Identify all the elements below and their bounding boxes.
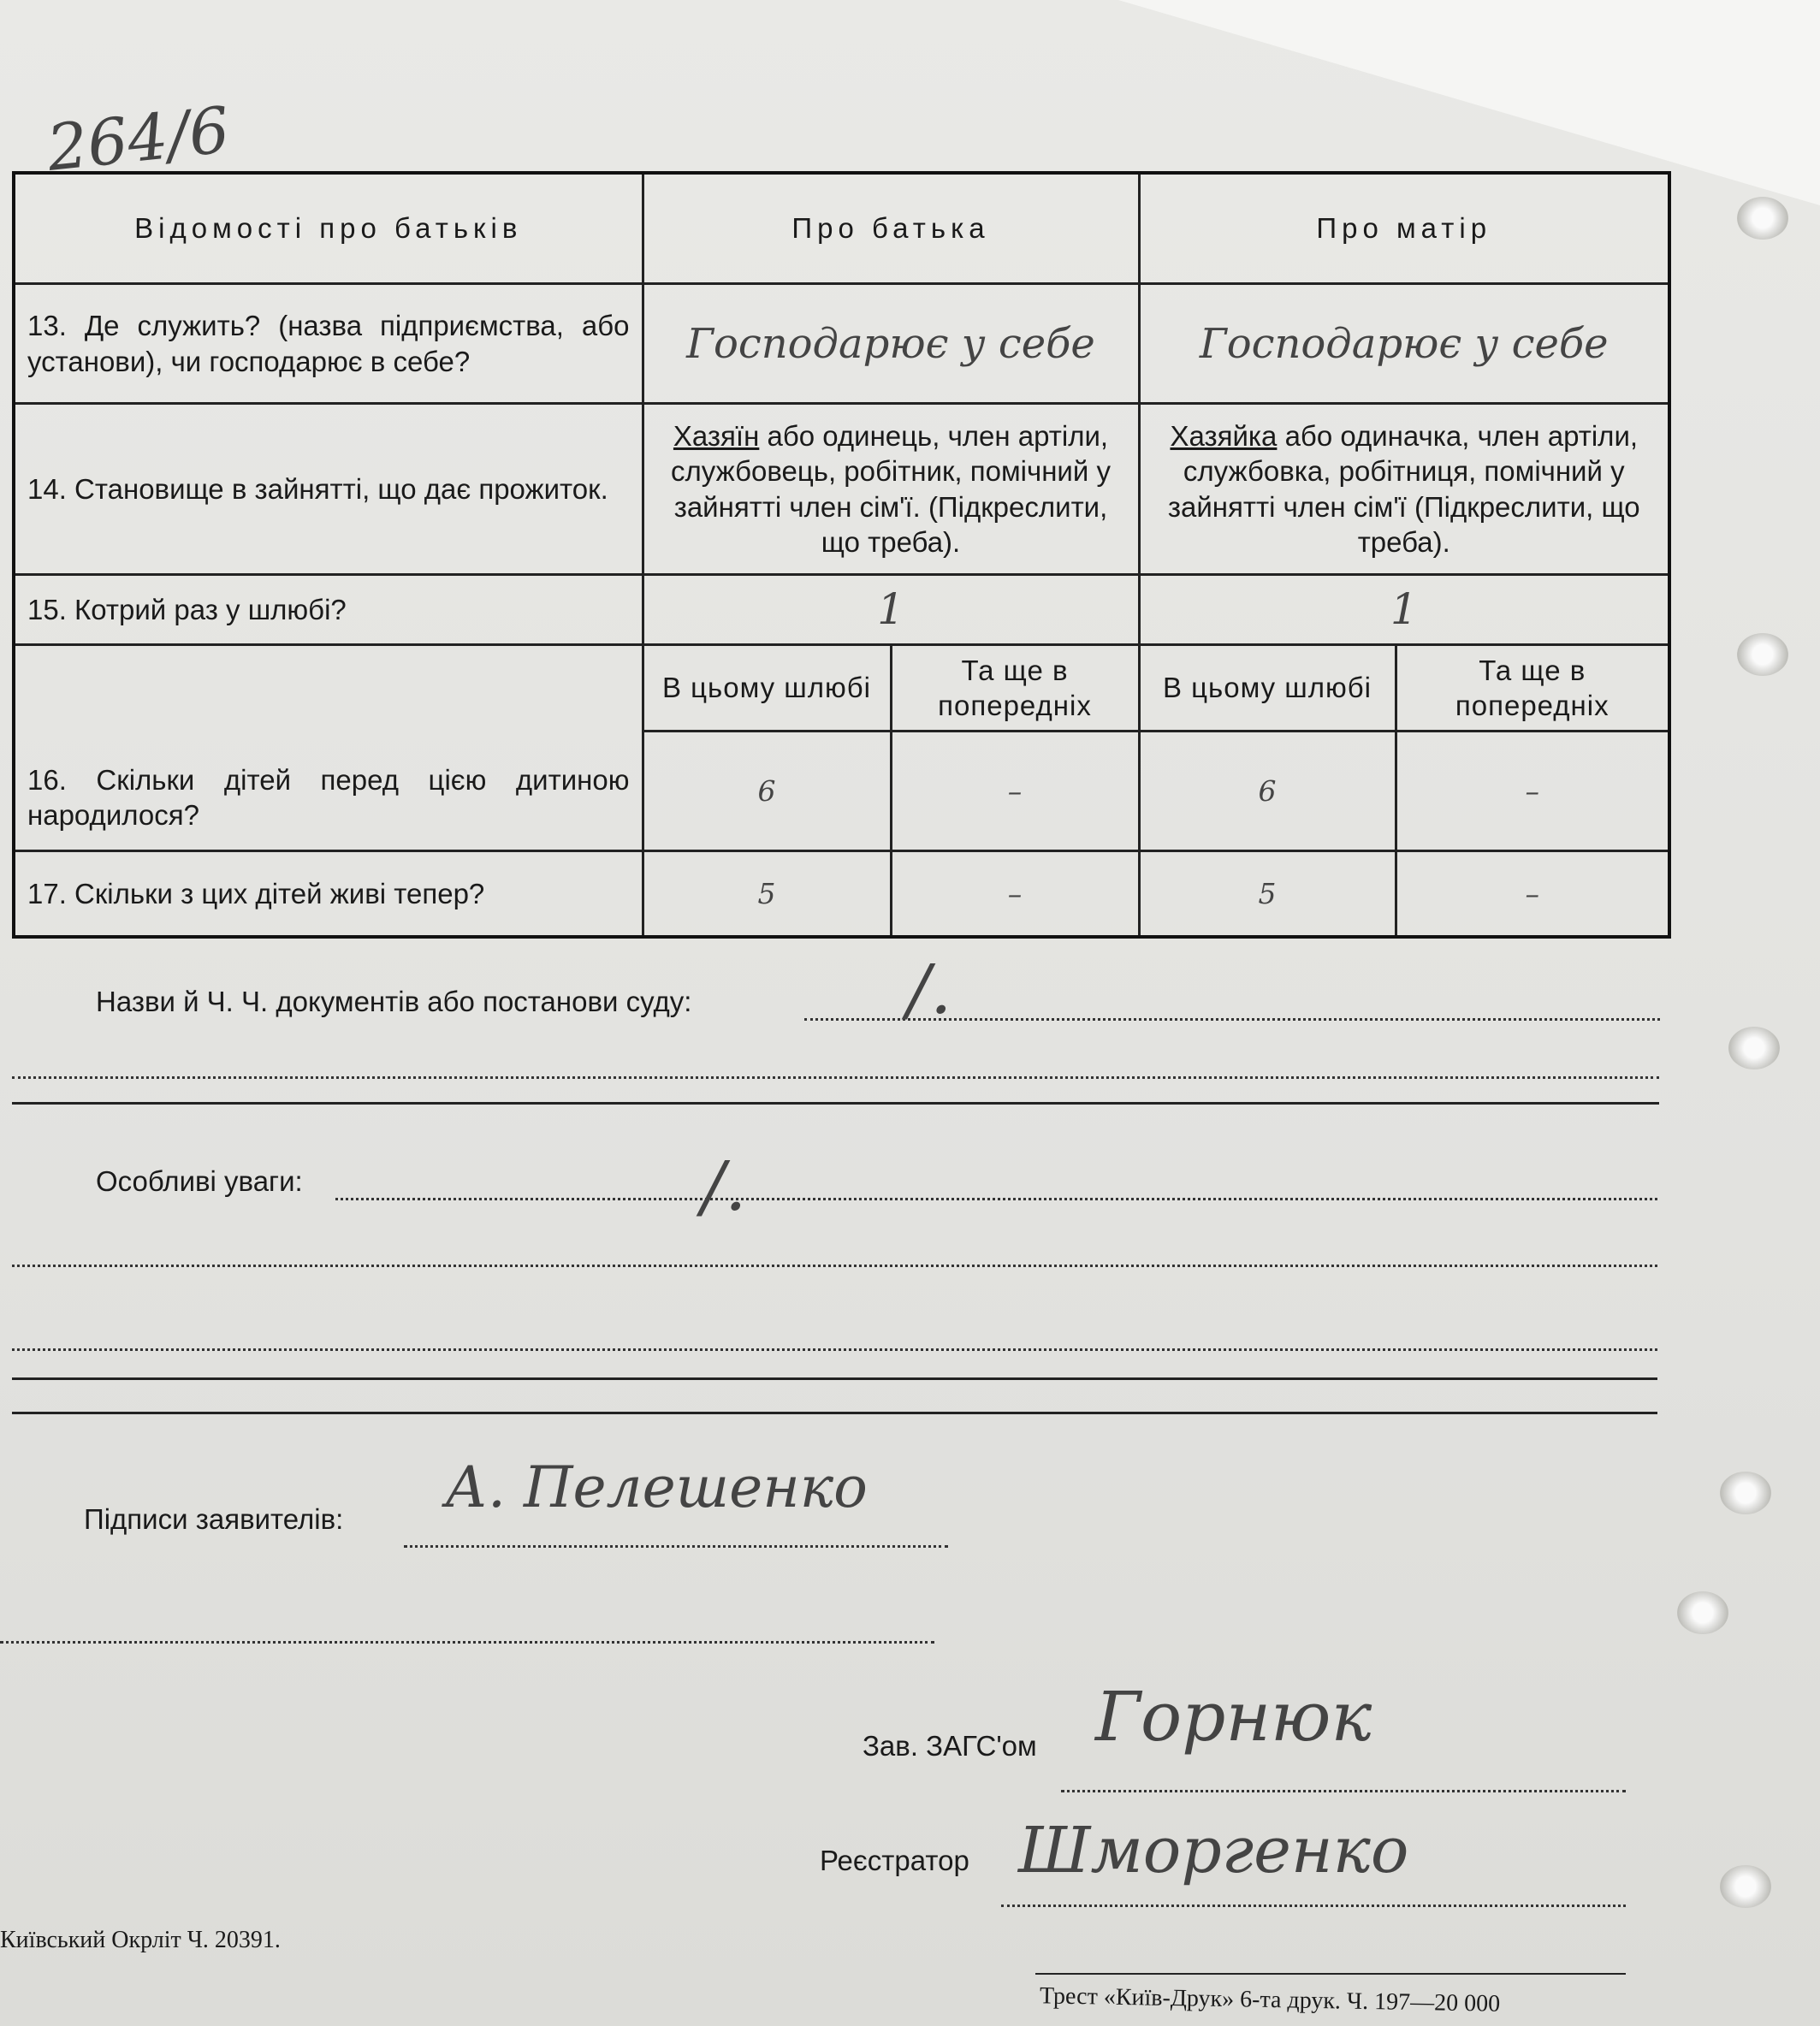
- subheader-father-prev: Та ще в попередніх: [891, 644, 1139, 732]
- options-rest-father: або одинець, член артіли, службовець, робітник, помічний у зайнятті член сім'ї. (Підкреслити, що треба).: [671, 420, 1111, 558]
- punch-hole: [1677, 1591, 1728, 1634]
- answer-13-father: Господарює у себе: [643, 284, 1139, 404]
- options-rest-mother: або одиначка, член артіли, службовка, робітниця, помічний у зайнятті член сім'ї (Підкреслити, що треба).: [1167, 420, 1640, 558]
- header-parents-info: Відомості про батьків: [14, 173, 643, 284]
- question-17: 17. Скільки з цих дітей живі тепер?: [14, 851, 643, 937]
- special-line-4: [12, 1377, 1657, 1380]
- answer-16-father-prev: –: [891, 732, 1139, 851]
- documents-label: Назви й Ч. Ч. документів або постанови суду:: [96, 986, 692, 1017]
- question-16: 16. Скільки дітей перед цією дитиною народилося?: [14, 644, 643, 851]
- registrar-label: Реєстратор: [820, 1845, 969, 1876]
- parents-info-table: [12, 171, 1671, 939]
- table-header-row: [14, 173, 1669, 284]
- subheader-father-this: В цьому шлюбі: [643, 644, 891, 732]
- head-label: Зав. ЗАГС'ом: [863, 1730, 1037, 1762]
- options-14-mother: [1139, 404, 1669, 575]
- question-14: 14. Становище в зайнятті, що дає прожиток.: [14, 404, 643, 575]
- selected-option-father: Хазяїн: [673, 420, 760, 452]
- header-father: Про батька: [643, 173, 1139, 284]
- subheader-mother-this: В цьому шлюбі: [1139, 644, 1396, 732]
- subheader-mother-prev: Та ще в попередніх: [1396, 644, 1669, 732]
- selected-option-mother: Хазяйка: [1170, 420, 1278, 452]
- answer-16-father-this: 6: [643, 732, 891, 851]
- answer-17-father-this: 5: [643, 851, 891, 937]
- footer-right: Трест «Київ-Друк» 6-та друк. Ч. 197—20 000: [1039, 1982, 1501, 2017]
- special-line-3: [12, 1348, 1657, 1351]
- answer-15-father: 1: [643, 575, 1139, 645]
- signature-line-2: [0, 1641, 934, 1644]
- special-check-mark: /.: [702, 1146, 747, 1226]
- special-remarks-label: Особливі уваги:: [96, 1165, 303, 1197]
- header-mother: Про матір: [1139, 173, 1669, 284]
- archive-number: 264/6: [44, 93, 234, 186]
- row-q15: [14, 575, 1669, 645]
- row-q17: [14, 851, 1669, 937]
- answer-15-mother: 1: [1139, 575, 1669, 645]
- signature-line-1: [404, 1545, 948, 1548]
- head-signature-line: [1061, 1790, 1626, 1792]
- answer-17-mother-prev: –: [1396, 851, 1669, 937]
- documents-line-3: [12, 1102, 1659, 1105]
- registrar-signature: Шморгенко: [1018, 1814, 1409, 1887]
- answer-17-father-prev: –: [891, 851, 1139, 937]
- row-subheaders: [14, 644, 1669, 732]
- punch-hole: [1737, 197, 1788, 240]
- question-13: 13. Де служить? (назва підприємства, або установи), чи господарює в себе?: [14, 284, 643, 404]
- question-15: 15. Котрий раз у шлюбі?: [14, 575, 643, 645]
- special-line-1: [335, 1198, 1657, 1200]
- special-line-5: [12, 1412, 1657, 1414]
- punch-hole: [1720, 1472, 1771, 1514]
- answer-16-mother-prev: –: [1396, 732, 1669, 851]
- applicant-signature: А. Пелешенко: [445, 1454, 868, 1520]
- signatures-label: Підписи заявителів:: [84, 1503, 344, 1535]
- answer-16-mother-this: 6: [1139, 732, 1396, 851]
- answer-17-mother-this: 5: [1139, 851, 1396, 937]
- punch-hole: [1728, 1027, 1780, 1069]
- row-q13: [14, 284, 1669, 404]
- row-q14: [14, 404, 1669, 575]
- answer-13-mother: Господарює у себе: [1139, 284, 1669, 404]
- punch-hole: [1720, 1865, 1771, 1908]
- footer-rule: [1035, 1973, 1626, 1975]
- punch-hole: [1737, 633, 1788, 676]
- registrar-signature-line: [1001, 1905, 1626, 1907]
- options-14-father: [643, 404, 1139, 575]
- documents-check-mark: /.: [907, 950, 952, 1029]
- footer-left: Київський Окрліт Ч. 20391.: [0, 1927, 281, 1953]
- documents-line-2: [12, 1076, 1659, 1079]
- special-line-2: [12, 1265, 1657, 1267]
- head-signature: Горнюк: [1095, 1677, 1372, 1756]
